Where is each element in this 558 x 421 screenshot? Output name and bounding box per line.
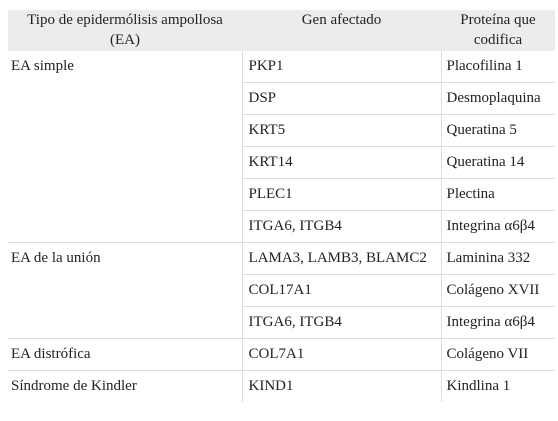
table-row [8,243,555,275]
table-header [8,10,555,51]
cell-gene: ITGA6, ITGB4 [242,307,441,339]
table-row [8,51,555,83]
genes-table [8,10,555,402]
table-body [8,51,555,402]
cell-type: Síndrome de Kindler [8,371,242,403]
header-protein: Proteína que codifica [441,10,555,51]
table-row [8,339,555,371]
cell-gene: LAMA3, LAMB3, BLAMC2 [242,243,441,275]
cell-protein: Queratina 14 [441,147,555,179]
header-type: Tipo de epidermólisis ampollosa (EA) [8,10,242,51]
cell-protein: Desmoplaquina [441,83,555,115]
cell-protein: Integrina α6β4 [441,211,555,243]
header-row [8,10,555,51]
cell-type: EA simple [11,58,74,74]
cell-protein: Kindlina 1 [441,371,555,403]
cell-gene: KRT14 [242,147,441,179]
cell-type: EA distrófica [8,339,242,371]
cell-gene: PKP1 [242,51,441,83]
cell-protein: Queratina 5 [441,115,555,147]
cell-protein: Colágeno XVII [441,275,555,307]
cell-protein: Plectina [441,179,555,211]
cell-gene: KRT5 [242,115,441,147]
cell-gene: KIND1 [242,371,441,403]
cell-protein: Placofilina 1 [441,51,555,83]
cell-gene: COL17A1 [242,275,441,307]
header-gene: Gen afectado [242,10,441,51]
table-row [8,371,555,403]
cell-protein: Laminina 332 [441,243,555,275]
cell-gene: COL7A1 [242,339,441,371]
cell-gene: PLEC1 [242,179,441,211]
cell-type: EA de la unión [8,243,242,339]
cell-gene: ITGA6, ITGB4 [242,211,441,243]
cell-protein: Integrina α6β4 [441,307,555,339]
cell-gene: DSP [242,83,441,115]
cell-protein: Colágeno VII [441,339,555,371]
